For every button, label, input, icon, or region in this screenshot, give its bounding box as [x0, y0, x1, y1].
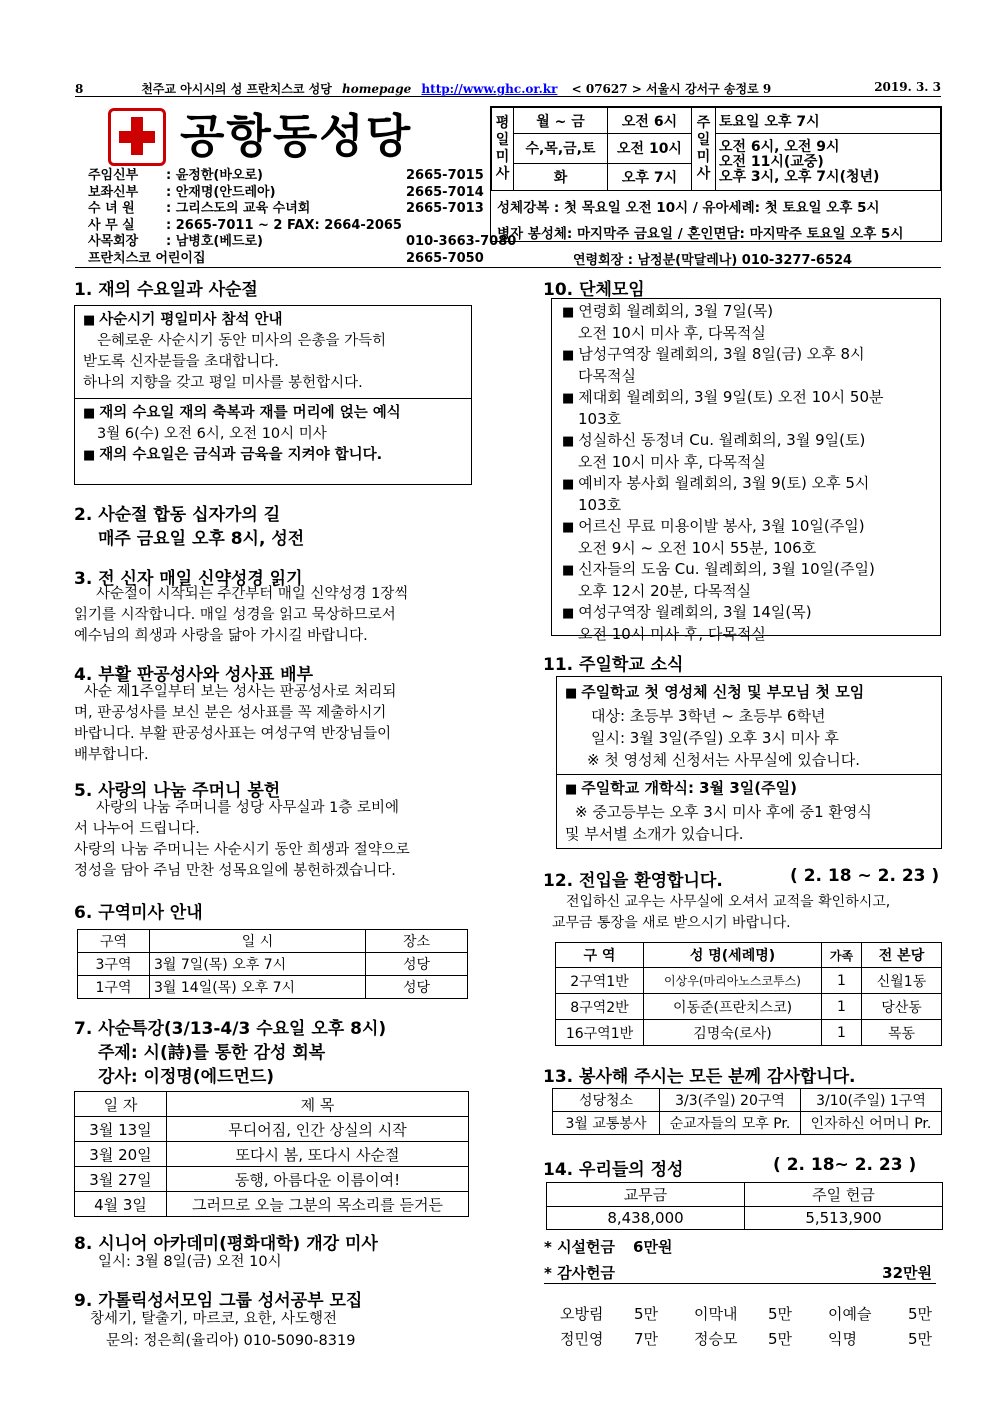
homepage-label: homepage	[341, 82, 412, 96]
page-number: 8	[75, 82, 84, 96]
list-item: ■ 예비자 봉사회 월례회의, 3월 9(토) 오후 5시	[562, 473, 930, 495]
donor-list	[560, 1302, 940, 1352]
list-item: ■ 제대회 월례회의, 3월 9일(토) 오전 10시 50분	[562, 387, 930, 409]
staff-row: 사목회장 : 남병호(베드로) 010-3663-7080	[88, 234, 517, 249]
welcome-text: 전입하신 교우는 사무실에 오셔서 교적을 확인하시고, 교무금 통장을 새로 받으시기 바랍니다.	[552, 894, 891, 931]
sunday-mass-label: 주일미사	[692, 108, 716, 191]
table-row: 2구역1반 이상우(마리아노스코투스) 1 신월1동	[556, 968, 942, 994]
text-line: 하나의 지향을 갖고 평일 미사를 봉헌합시다.	[83, 375, 363, 391]
text-line: 은혜로운 사순시기 동안 미사의 은총을 가득히	[97, 333, 387, 349]
newcomers-table: 구 역 성 명(세례명) 가족 전 본당 2구역1반 이상우(마리아노스코투스) 1 신월1동 8구역2반 이동준(프란치스코) 1 당산동 16구역1반 김명숙(로사) 1 목동	[555, 942, 942, 1046]
list-item: ■ 성실하신 동정녀 Cu. 월례회의, 3월 9일(토)	[562, 430, 930, 452]
sunday-mass-time: 토요일 오후 7시	[716, 108, 941, 134]
yeonryeong-contact: 연령회장 : 남정분(막달레나) 010-3277-6524	[573, 253, 853, 268]
sacrament-note: 성체강복 : 첫 목요일 오전 10시 / 유아세례: 첫 토요일 오후 5시	[497, 200, 880, 216]
table-row: 3월 27일 동행, 아름다운 이름이여!	[75, 1167, 469, 1192]
mass-day: 월 ~ 금	[514, 108, 608, 134]
district-mass-table: 구역 일 시 장소 3구역 3월 7일(목) 오후 7시 성당 1구역 3월 14일(목) 오후 7시 성당	[77, 929, 468, 999]
section-title: 14. 우리들의 정성	[543, 1160, 684, 1180]
mass-time: 오후 7시	[608, 163, 692, 190]
church-name: 천주교 아시시의 성 프란치스코 성당	[141, 82, 332, 96]
table-row: 8구역2반 이동준(프란치스코) 1 당산동	[556, 994, 942, 1020]
issue-date: 2019. 3. 3	[874, 80, 941, 94]
sunday-school-box: ■ 주일학교 첫 영성체 신청 및 부모님 첫 모임 대상: 초등부 3학년 ~ 초등부 6학년 일시: 3월 3일(주일) 오후 3시 미사 후 ※ 첫 영성체 신청서는 사무실에 있습니다. ■ 주일학교 개학식: 3월 3일(주일) ※ 중고등부는 오후 3시 미사 후에 중1 환영식 및 부서별 소개가 있습니다.	[556, 676, 942, 849]
sunday-mass-time: 오후 3시, 오후 7시(청년)	[719, 168, 880, 185]
sharing-pouch-text: 사랑의 나눔 주머니를 성당 사무실과 1층 로비에 서 나누어 드립니다. 사랑의 나눔 주머니는 사순시기 동안 희생과 절약으로 정성을 담아 주님 만찬 성목요일에 봉헌하겠습니다.	[74, 800, 410, 879]
section-title: 10. 단체모임	[543, 280, 645, 300]
lecture-theme: 주제: 시(詩)를 통한 감성 회복	[98, 1043, 326, 1063]
volunteer-table	[552, 1088, 942, 1135]
list-item: ■ 여성구역장 월례회의, 3월 14일(목)	[562, 602, 930, 624]
offering-table: 교무금 주일 헌금 8,438,000 5,513,900	[546, 1182, 943, 1230]
text-line: 3월 6(수) 오전 6시, 오전 10시 미사	[97, 426, 327, 442]
table-row: 1구역 3월 14일(목) 오후 7시 성당	[78, 976, 468, 999]
ash-wednesday-box	[74, 305, 472, 485]
table-row: 3월 교통봉사 순교자들의 모후 Pr. 인자하신 어머니 Pr.	[553, 1112, 942, 1135]
box-heading: ■ 사순시기 평일미사 참석 안내	[83, 310, 463, 331]
bible-study-books: 창세기, 탈출기, 마르코, 요한, 사도행전	[90, 1311, 337, 1327]
thanks-offering: * 감사헌금 32만원	[544, 1262, 936, 1284]
section-title: 7. 사순특강(3/13-4/3 수요일 오후 8시)	[74, 1019, 387, 1039]
staff-row: 주임신부 : 윤정한(바오로) 2665-7015	[88, 168, 484, 183]
staff-row: 프란치스코 어린이집 2665-7050	[88, 250, 484, 266]
text-line: 받도록 신자분들을 초대합니다.	[83, 354, 279, 370]
page-title: 공항동성당	[180, 109, 413, 163]
table-row: 3구역 3월 7일(목) 오후 7시 성당	[78, 953, 468, 976]
section-title: 11. 주일학교 소식	[543, 655, 684, 675]
page-header	[75, 80, 941, 97]
address: < 07627 > 서울시 강서구 송정로 9	[571, 82, 772, 96]
bible-reading-text: 사순절이 시작되는 주간부터 매일 신약성경 1장씩 읽기를 시작합니다. 매일 성경을 읽고 묵상하므로서 예수님의 희생과 사랑을 닮아 가시길 바랍니다.	[74, 586, 409, 644]
donor-row: 정민영 7만 정승모 5만 익명 5만	[560, 1330, 933, 1348]
section-title: 4. 부활 판공성사와 성사표 배부	[74, 665, 314, 685]
welcome-period: ( 2. 18 ~ 2. 23 )	[790, 866, 940, 886]
staff-list	[88, 168, 516, 267]
sunday-mass-time: 오전 11시(교중)	[719, 153, 824, 170]
table-row: 16구역1반 김명숙(로사) 1 목동	[556, 1020, 942, 1046]
facility-offering: * 시설헌금 6만원	[544, 1238, 673, 1256]
list-item: ■ 남성구역장 월례회의, 3월 8일(금) 오후 8시	[562, 344, 930, 366]
lecture-speaker: 강사: 이정명(에드먼드)	[98, 1067, 275, 1087]
list-item: ■ 연령회 월례회의, 3월 7일(목)	[562, 301, 930, 323]
section-title: 12. 전입을 환영합니다.	[543, 871, 723, 891]
mass-day: 화	[514, 163, 608, 190]
staff-row: 보좌신부 : 안재명(안드레아) 2665-7014	[88, 184, 484, 200]
group-meetings-box: ■ 연령회 월례회의, 3월 7일(목) 오전 10시 미사 후, 다목적실 ■ 남성구역장 월례회의, 3월 8일(금) 오후 8시 다목적실 ■ 제대회 월례회의, 3월 9일(토) 오전 10시 50분 103호 ■ 성실하신 동정녀 Cu. 월례회의, 3월 9일(토) 오전 10시 미사 후, 다목적실 ■ 예비자 봉사회 월례회의, 3월 9(토) 오후 5시 103호 ■ 어르신 무료 미용이발 봉사, 3월 10일(주일) 오전 9시 ~ 오전 10시 55분, 106호 ■ 신자들의 도움 Cu. 월례회의, 3월 10일(주일) 오후 12시 20분, 다목적실 ■ 여성구역장 월례회의, 3월 14일(목) 오전 10시 미사 후, 다목적실	[551, 298, 941, 636]
church-logo	[108, 108, 166, 166]
box-heading: ■ 재의 수요일은 금식과 금육을 지켜야 합니다.	[83, 445, 463, 466]
section-title: 5. 사랑의 나눔 주머니 봉헌	[74, 781, 281, 801]
confession-text: 사순 제1주일부터 보는 성사는 판공성사로 처리되 며, 판공성사를 보신 분은 성사표를 꼭 제출하시기 바랍니다. 부활 판공성사표는 여성구역 반장님들이 배부합니다.	[74, 684, 397, 763]
staff-row: 수 녀 원 : 그리스도의 교육 수녀회 2665-7013	[88, 201, 484, 216]
mass-time: 오전 10시	[608, 134, 692, 163]
offering-period: ( 2. 18~ 2. 23 )	[773, 1155, 917, 1175]
senior-academy-time: 일시: 3월 8일(금) 오전 10시	[98, 1254, 282, 1270]
section-title: 9. 가톨릭성서모임 그룹 성서공부 모집	[74, 1291, 363, 1311]
section-title: 13. 봉사해 주시는 모든 분께 감사합니다.	[543, 1067, 856, 1087]
box-heading: ■ 주일학교 개학식: 3월 3일(주일)	[565, 777, 933, 801]
section-rule	[75, 267, 941, 268]
bible-study-contact: 문의: 정은희(율리아) 010-5090-8319	[106, 1333, 356, 1349]
sunday-mass-time: 오전 6시, 오전 9시	[719, 138, 840, 155]
stations-time: 매주 금요일 오후 8시, 성전	[98, 529, 305, 549]
mass-day: 수,목,금,토	[514, 134, 608, 163]
list-item: ■ 신자들의 도움 Cu. 월례회의, 3월 10일(주일)	[562, 559, 930, 581]
table-row: 3월 20일 또다시 봄, 또다시 사순절	[75, 1142, 469, 1167]
mass-time: 오전 6시	[608, 108, 692, 134]
box-heading: ■ 재의 수요일 재의 축복과 재를 머리에 얹는 예식	[83, 403, 463, 424]
mass-schedule	[490, 106, 942, 242]
section-title: 1. 재의 수요일과 사순절	[74, 280, 258, 300]
weekday-mass-label: 평일미사	[492, 108, 514, 191]
sacrament-note: 병자 봉성체: 마지막주 금요일 / 혼인면담: 마지막주 토요일 오후 5시	[497, 226, 904, 242]
section-title: 6. 구역미사 안내	[74, 903, 203, 923]
homepage-link[interactable]: http://www.ghc.or.kr	[421, 82, 558, 96]
table-row: 성당청소 3/3(주일) 20구역 3/10(주일) 1구역	[553, 1089, 942, 1112]
section-title: 3. 전 신자 매일 신약성경 읽기	[74, 569, 303, 589]
section-title: 8. 시니어 아카데미(평화대학) 개강 미사	[74, 1234, 378, 1254]
box-heading: ■ 주일학교 첫 영성체 신청 및 부모님 첫 모임	[565, 681, 933, 705]
lecture-table: 일 자 제 목 3월 13일 무디어짐, 인간 상실의 시작 3월 20일 또다시 봄, 또다시 사순절 3월 27일 동행, 아름다운 이름이여! 4월 3일 그러므로 오늘 그분의 목소리를 듣거든	[74, 1091, 469, 1217]
header-rule	[75, 96, 941, 97]
section-title: 2. 사순절 합동 십자가의 길	[74, 505, 281, 525]
staff-row: 사 무 실 : 2665-7011 ~ 2 FAX: 2664-2065	[88, 217, 402, 233]
list-item: ■ 어르신 무료 미용이발 봉사, 3월 10일(주일)	[562, 516, 930, 538]
table-row: 3월 13일 무디어짐, 인간 상실의 시작	[75, 1117, 469, 1142]
donor-row: 오방림 5만 이막내 5만 이예슬 5만	[560, 1305, 933, 1323]
table-row: 8,438,000 5,513,900	[547, 1207, 943, 1230]
table-row: 4월 3일 그러므로 오늘 그분의 목소리를 듣거든	[75, 1192, 469, 1217]
